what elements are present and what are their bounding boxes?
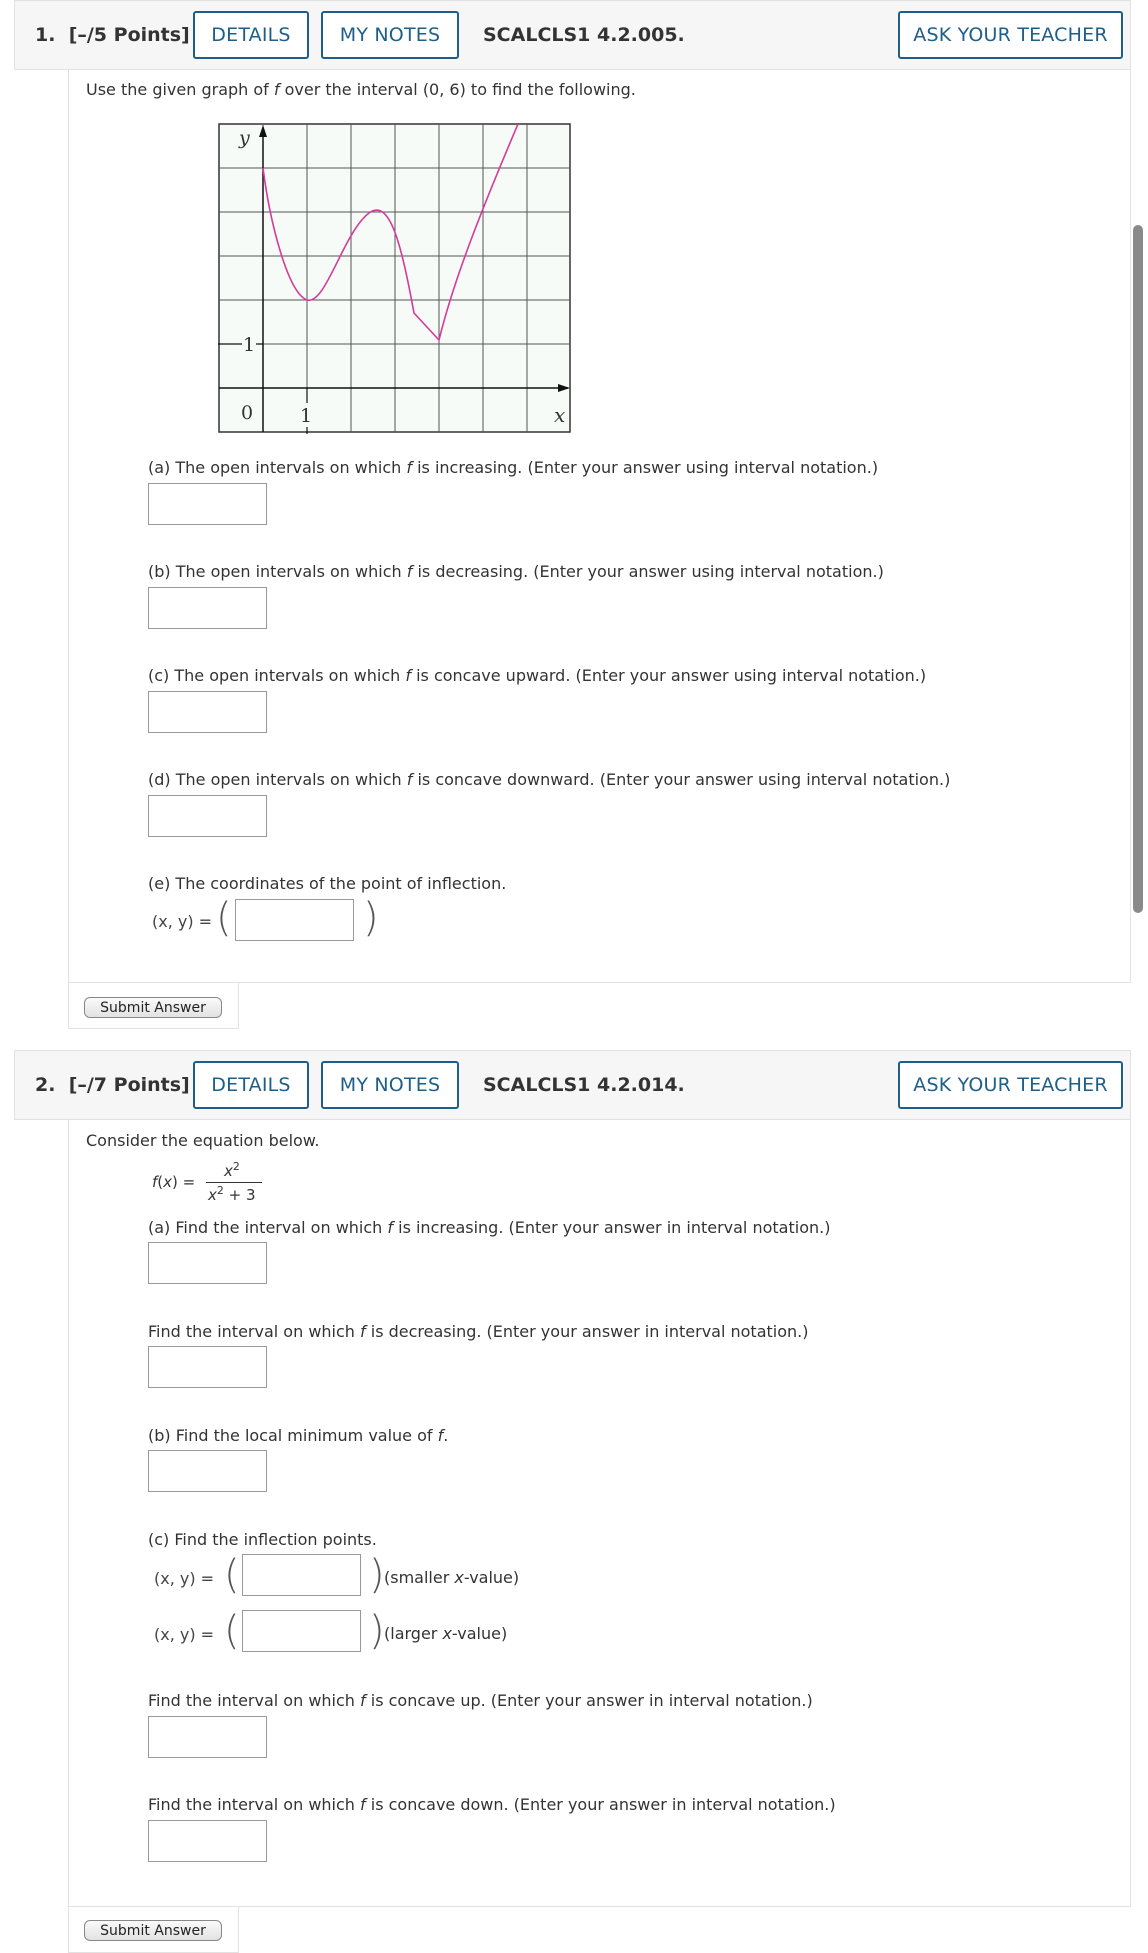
q1-part-b-input[interactable] [148, 587, 267, 629]
q2-part-a-text: (a) Find the interval on which f is increasing. (Enter your answer in interval notation.) [148, 1218, 831, 1237]
q2-submit-button[interactable]: Submit Answer [84, 1920, 222, 1941]
q1-header [14, 0, 1131, 70]
q1-ask-teacher-button[interactable]: ASK YOUR TEACHER [898, 11, 1123, 59]
q2-coord-label-2: (x, y) = [154, 1625, 215, 1644]
q2-my-notes-button[interactable]: MY NOTES [321, 1061, 459, 1109]
q2-part-a-input[interactable] [148, 1242, 267, 1284]
q1-submit-button[interactable]: Submit Answer [84, 997, 222, 1018]
q2-fraction-bar [206, 1182, 262, 1183]
q2-denominator: $x^2 + 3$ [208, 1184, 256, 1204]
q2-details-button[interactable]: DETAILS [193, 1061, 309, 1109]
q2-coord-label-1: (x, y) = [154, 1569, 215, 1588]
graph-y-label: y [239, 127, 250, 149]
q1-part-c-input[interactable] [148, 691, 267, 733]
q2-inflection-smaller-input[interactable] [242, 1554, 361, 1596]
q1-points: 1. [–/5 Points] [35, 24, 190, 46]
q2-left-paren-1: ( [224, 1552, 240, 1598]
q1-part-d-input[interactable] [148, 795, 267, 837]
q2-body [68, 1120, 1131, 1907]
q1-part-b-text: (b) The open intervals on which f is decreasing. (Enter your answer using interval notation.) [148, 562, 884, 581]
q1-details-button[interactable]: DETAILS [193, 11, 309, 59]
q2-right-paren-2: ) [369, 1608, 385, 1654]
q1-code: SCALCLS1 4.2.005. [483, 24, 685, 46]
q2-concave-up-text: Find the interval on which f is concave up. (Enter your answer in interval notation.) [148, 1691, 813, 1710]
q1-graph [218, 123, 573, 435]
q1-coord-label: (x, y) = [152, 912, 213, 931]
graph-tick-0: 0 [241, 402, 254, 424]
q1-left-paren: ( [216, 895, 232, 941]
q2-concave-up-input[interactable] [148, 1716, 267, 1758]
q2-concave-down-text: Find the interval on which f is concave down. (Enter your answer in interval notation.) [148, 1795, 836, 1814]
q2-numerator: $x^2$ [224, 1160, 240, 1180]
q2-points: 2. [–/7 Points] [35, 1074, 190, 1096]
q2-fx-label: f(x) = [152, 1173, 196, 1191]
q1-intro: Use the given graph of f over the interval (0, 6) to find the following. [86, 80, 636, 99]
q2-inflection-larger-input[interactable] [242, 1610, 361, 1652]
q2-left-paren-2: ( [224, 1608, 240, 1654]
q2-concave-down-input[interactable] [148, 1820, 267, 1862]
q2-part-b-text: (b) Find the local minimum value of f. [148, 1426, 449, 1445]
q1-part-a-input[interactable] [148, 483, 267, 525]
q1-part-a-text: (a) The open intervals on which f is increasing. (Enter your answer using interval notation.) [148, 458, 879, 477]
graph-tick-1-y: 1 [243, 334, 256, 356]
q1-part-e-text: (e) The coordinates of the point of inflection. [148, 874, 507, 893]
q2-right-paren-1: ) [369, 1552, 385, 1598]
q2-smaller-label: (smaller x-value) [384, 1568, 520, 1587]
q2-header [14, 1050, 1131, 1120]
q2-larger-label: (larger x-value) [384, 1624, 508, 1643]
q1-part-e-input[interactable] [235, 899, 354, 941]
q2-ask-teacher-button[interactable]: ASK YOUR TEACHER [898, 1061, 1123, 1109]
q1-my-notes-button[interactable]: MY NOTES [321, 11, 459, 59]
q2-code: SCALCLS1 4.2.014. [483, 1074, 685, 1096]
q2-intro: Consider the equation below. [86, 1131, 320, 1150]
q2-part-c-text: (c) Find the inflection points. [148, 1530, 377, 1549]
q2-decreasing-input[interactable] [148, 1346, 267, 1388]
q1-right-paren: ) [363, 895, 379, 941]
graph-tick-1-x: 1 [300, 405, 313, 427]
page-scrollbar-thumb[interactable] [1133, 225, 1143, 913]
graph-x-label: x [554, 403, 566, 427]
q1-part-c-text: (c) The open intervals on which f is concave upward. (Enter your answer using interval notation.) [148, 666, 927, 685]
q1-part-d-text: (d) The open intervals on which f is concave downward. (Enter your answer using interval notation.) [148, 770, 951, 789]
q2-part-b-input[interactable] [148, 1450, 267, 1492]
q2-decreasing-text: Find the interval on which f is decreasing. (Enter your answer in interval notation.) [148, 1322, 809, 1341]
